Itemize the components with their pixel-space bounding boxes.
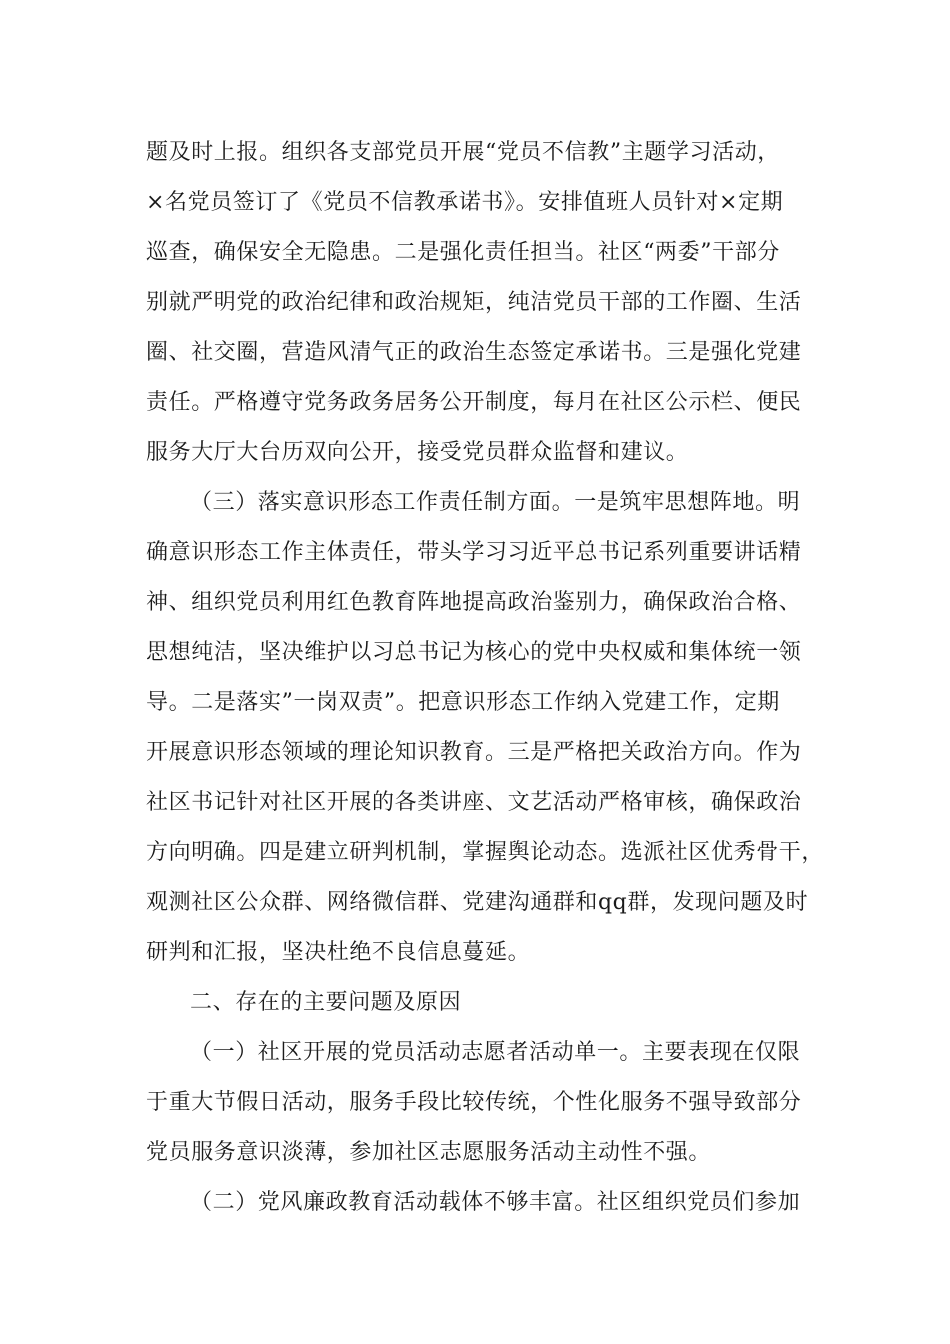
section-heading: 二、存在的主要问题及原因 [190,990,462,1015]
paragraph-line: （三）落实意识形态工作责任制方面。一是筑牢思想阵地。明 [190,490,801,515]
paragraph-line: 服务大厅大台历双向公开，接受党员群众监督和建议。 [146,440,689,465]
paragraph-line: 责任。严格遵守党务政务居务公开制度，每月在社区公示栏、便民 [146,390,802,415]
paragraph-line: 开展意识形态领域的理论知识教育。三是严格把关政治方向。作为 [146,740,802,765]
paragraph-line: （一）社区开展的党员活动志愿者活动单一。主要表现在仅限 [190,1040,801,1065]
paragraph-line: 神、组织党员利用红色教育阵地提高政治鉴别力，确保政治合格、 [146,590,802,615]
paragraph-line: 别就严明党的政治纪律和政治规矩，纯洁党员干部的工作圈、生活 [146,290,802,315]
paragraph-line: （二）党风廉政教育活动载体不够丰富。社区组织党员们参加 [190,1190,801,1215]
paragraph-line: 观测社区公众群、网络微信群、党建沟通群和qq群，发现问题及时 [146,890,809,915]
paragraph-line: 思想纯洁，坚决维护以习总书记为核心的党中央权威和集体统一领 [146,640,802,665]
paragraph-line: ×名党员签订了《党员不信教承诺书》。安排值班人员针对×定期 [146,190,784,215]
paragraph-line: 巡查，确保安全无隐患。二是强化责任担当。社区“两委”干部分 [146,240,780,265]
document-body [146,128,825,1228]
paragraph-line: 于重大节假日活动，服务手段比较传统，个性化服务不强导致部分 [146,1090,802,1115]
paragraph-line: 题及时上报。组织各支部党员开展“党员不信教”主题学习活动， [146,140,780,165]
paragraph-line: 导。二是落实”一岗双责”。把意识形态工作纳入党建工作，定期 [146,690,780,715]
paragraph-line: 确意识形态工作主体责任，带头学习习近平总书记系列重要讲话精 [146,540,802,565]
paragraph-line: 社区书记针对社区开展的各类讲座、文艺活动严格审核，确保政治 [146,790,802,815]
paragraph-line: 研判和汇报，坚决杜绝不良信息蔓延。 [146,940,531,965]
paragraph-line: 方向明确。四是建立研判机制，掌握舆论动态。选派社区优秀骨干， [146,840,825,865]
paragraph-line: 党员服务意识淡薄，参加社区志愿服务活动主动性不强。 [146,1140,712,1165]
paragraph-line: 圈、社交圈，营造风清气正的政治生态签定承诺书。三是强化党建 [146,340,802,365]
